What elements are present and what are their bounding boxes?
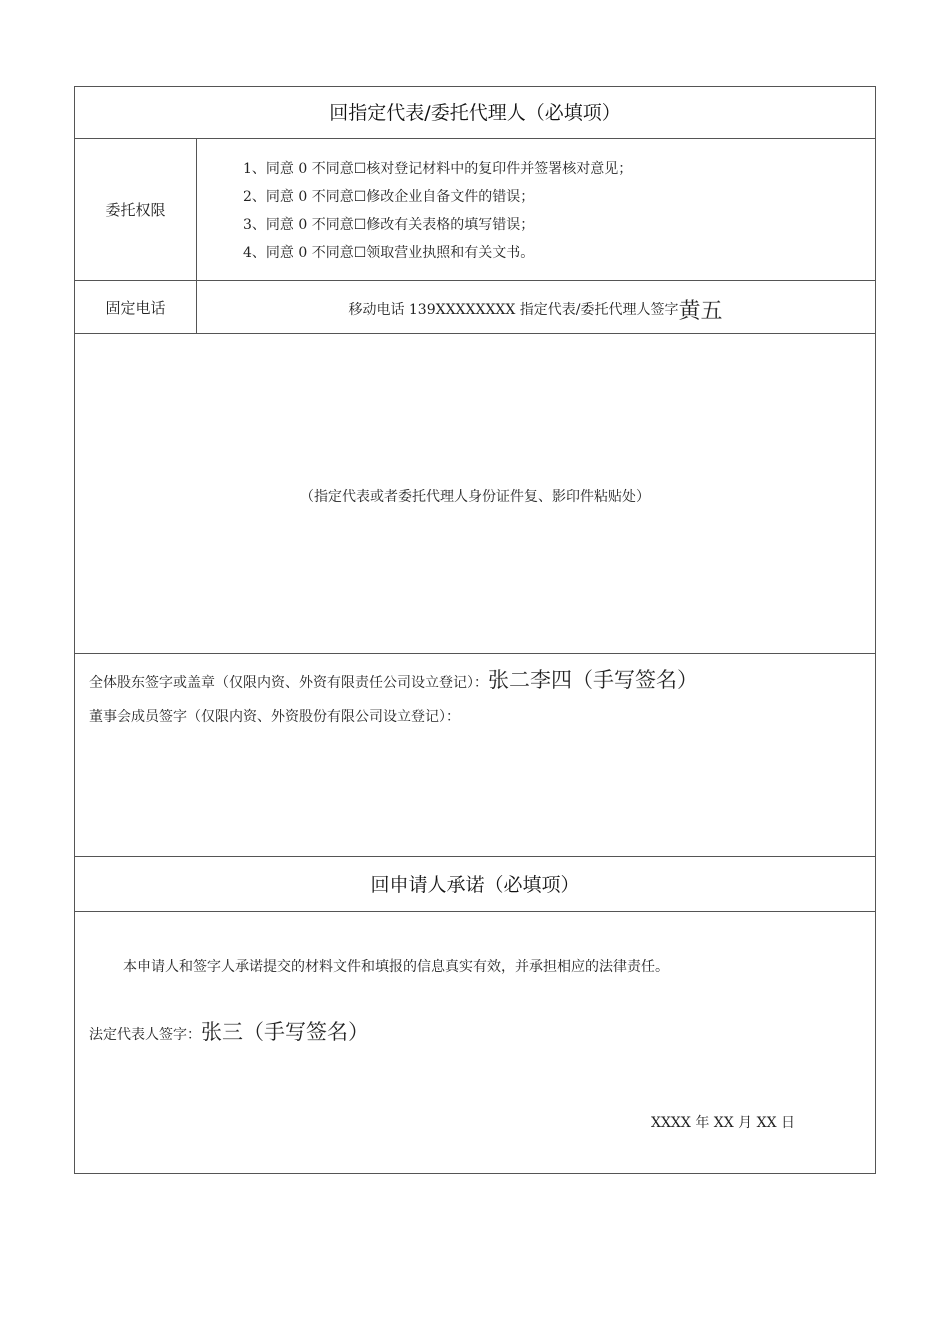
legal-rep-signature-line bbox=[89, 1016, 369, 1046]
registration-form bbox=[74, 86, 876, 1174]
shareholders-signature-line bbox=[89, 664, 698, 694]
legal-rep-signature: 张三（手写签名） bbox=[201, 1020, 369, 1044]
shareholders-signature: 张二李四（手写签名） bbox=[488, 668, 698, 692]
authority-item: 2、同意 0 不同意☐修改企业自备文件的错误； bbox=[243, 189, 535, 205]
id-paste-note: （指定代表或者委托代理人身份证件复、影印件粘贴处） bbox=[300, 489, 650, 505]
section-title-representative: 回指定代表/委托代理人（必填项） bbox=[329, 102, 621, 124]
commitment-text: 本申请人和签字人承诺提交的材料文件和填报的信息真实有效，并承担相应的法律责任。 bbox=[123, 959, 669, 975]
authority-row bbox=[75, 139, 875, 281]
phone-signature-line bbox=[196, 281, 875, 333]
authority-item: 1、同意 0 不同意☐核对登记材料中的复印件并签署核对意见； bbox=[243, 161, 633, 177]
commitment-date: XXXX 年 XX 月 XX 日 bbox=[651, 1115, 795, 1131]
representative-signature: 黄五 bbox=[678, 298, 723, 324]
commitment-area bbox=[75, 912, 875, 1174]
section-header-commitment bbox=[75, 857, 875, 912]
phone-label: 固定电话 bbox=[75, 281, 197, 333]
shareholders-area bbox=[75, 654, 875, 857]
section-header-representative bbox=[75, 87, 875, 139]
section-title-commitment: 回申请人承诺（必填项） bbox=[370, 874, 580, 896]
authority-item: 3、同意 0 不同意☐修改有关表格的填写错误； bbox=[243, 217, 535, 233]
authority-item: 4、同意 0 不同意☐领取营业执照和有关文书。 bbox=[243, 245, 535, 261]
board-signature-label: 董事会成员签字（仅限内资、外资股份有限公司设立登记）： bbox=[89, 709, 460, 725]
mobile-phone-text: 移动电话 139XXXXXXXX 指定代表/委托代理人签字 bbox=[348, 302, 679, 318]
authority-label: 委托权限 bbox=[75, 139, 197, 280]
authority-list bbox=[243, 155, 632, 267]
id-paste-area bbox=[75, 334, 875, 654]
shareholders-label: 全体股东签字或盖章（仅限内资、外资有限责任公司设立登记）： bbox=[89, 675, 488, 691]
phone-row bbox=[75, 281, 875, 334]
legal-rep-label: 法定代表人签字： bbox=[89, 1027, 201, 1043]
